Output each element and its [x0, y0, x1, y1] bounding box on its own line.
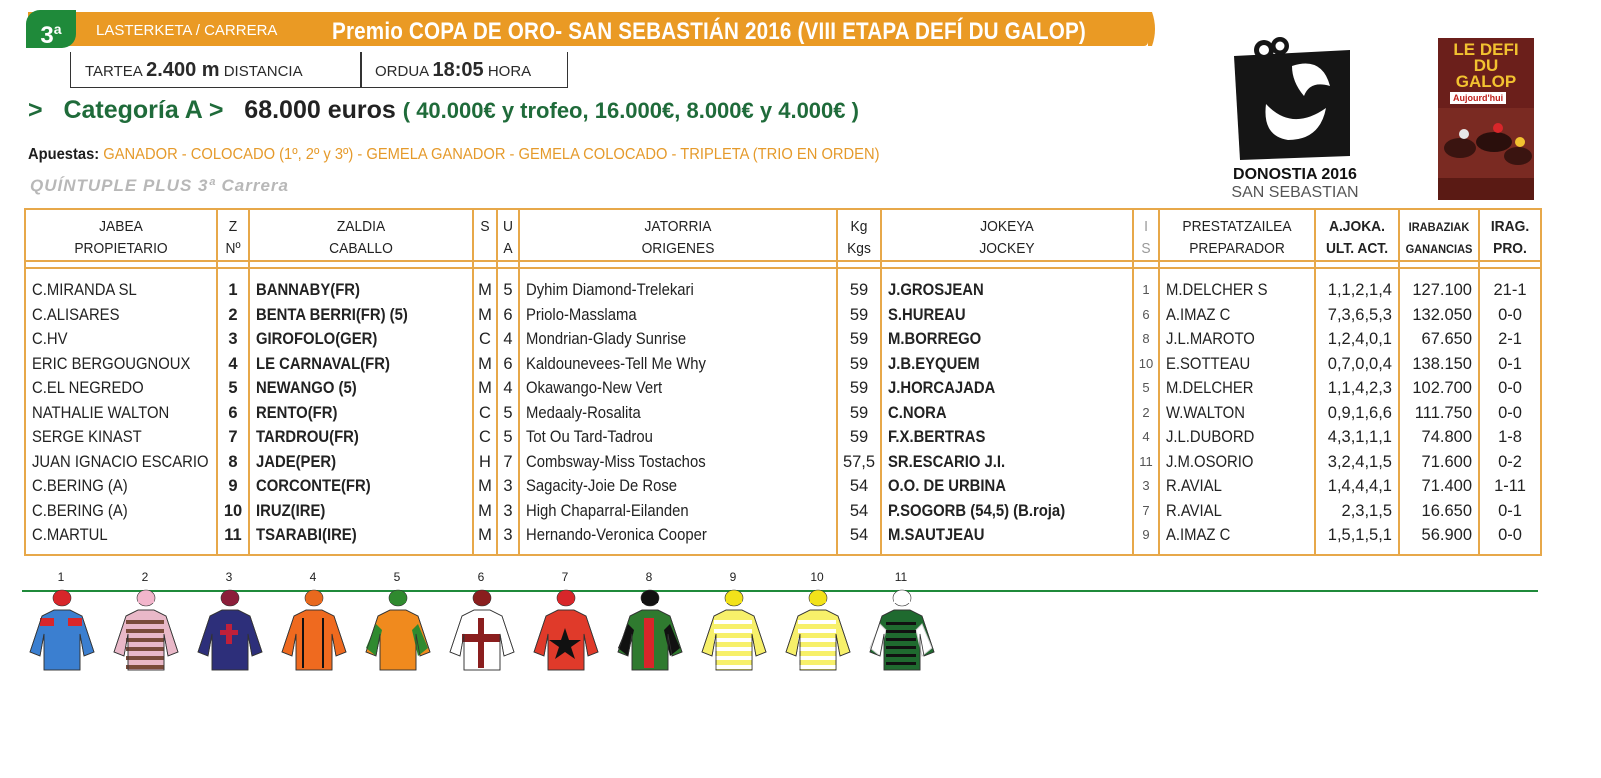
cell-jockey: S.HUREAU	[888, 305, 966, 324]
jockey-silk-11	[866, 570, 936, 670]
header-jockey: JOKEYA JOCKEY	[979, 218, 1035, 257]
cell-earnings: 71.600	[1421, 452, 1472, 471]
cell-owner: JUAN IGNACIO ESCARIO	[32, 452, 209, 471]
cell-odds: 0-1	[1498, 354, 1522, 373]
header-num: Z Nº	[225, 218, 241, 257]
cell-earnings: 132.050	[1412, 305, 1472, 324]
cell-kg: 59	[849, 403, 869, 422]
jockey-silk-10	[782, 570, 852, 670]
cell-num: 8	[228, 452, 238, 471]
cell-horse: IRUZ(IRE)	[256, 501, 326, 520]
cell-trainer: A.IMAZ C	[1166, 526, 1231, 544]
cell-age: 6	[503, 354, 513, 373]
cell-recent: 1,4,4,4,1	[1327, 477, 1392, 495]
horse-column	[256, 278, 463, 548]
silk-number: 4	[309, 570, 317, 584]
cell-origin: Mondrian-Glady Sunrise	[526, 330, 687, 348]
cell-trainer: R.AVIAL	[1166, 501, 1222, 520]
cell-horse: JADE(PER)	[256, 452, 337, 471]
cell-recent: 0,9,1,6,6	[1327, 403, 1392, 422]
cell-owner: C.MARTUL	[32, 526, 108, 544]
cell-sex: M	[478, 281, 492, 299]
le-defi-du-galop-logo: LE DEFI DU GALOP Aujourd'hui	[1438, 38, 1534, 200]
cell-trainer: M.DELCHER	[1166, 379, 1254, 397]
recent-form-column	[1316, 278, 1392, 548]
cell-jockey: SR.ESCARIO J.I.	[888, 452, 1006, 471]
cell-recent: 1,1,2,1,4	[1327, 281, 1392, 299]
cell-num: 2	[228, 305, 238, 324]
cell-origin: Sagacity-Joie De Rose	[526, 477, 678, 495]
cell-jockey: J.B.EYQUEM	[888, 354, 980, 373]
cell-kg: 54	[849, 501, 869, 520]
cell-horse: TARDROU(FR)	[256, 428, 359, 446]
cell-horse: TSARABI(IRE)	[256, 526, 357, 544]
header-sex: S	[480, 218, 490, 235]
cell-horse: LE CARNAVAL(FR)	[256, 354, 390, 373]
cell-odds: 0-0	[1498, 379, 1522, 397]
cell-sex: M	[478, 477, 492, 495]
cell-owner: C.HV	[32, 330, 68, 348]
header-horse: ZALDIA CABALLO	[329, 218, 393, 257]
cell-trainer: W.WALTON	[1166, 403, 1245, 422]
cell-odds: 21-1	[1493, 281, 1527, 299]
distance-box: TARTEA 2.400 m DISTANCIA	[70, 52, 362, 88]
cell-odds: 0-0	[1498, 403, 1522, 422]
cell-stall: 4	[1142, 429, 1150, 444]
cell-sex: M	[478, 354, 492, 373]
header-origin: JATORRIA ORIGENES	[641, 218, 715, 257]
jockey-silk-8	[614, 570, 684, 670]
jockey-silk-7	[530, 570, 600, 670]
odds-column	[1480, 278, 1540, 548]
cell-odds: 0-0	[1498, 305, 1522, 324]
stall-column	[1134, 278, 1158, 548]
cell-kg: 54	[849, 477, 869, 495]
silk-number: 2	[141, 570, 149, 584]
cell-horse: NEWANGO (5)	[256, 379, 357, 397]
silk-number: 9	[729, 570, 737, 584]
cell-recent: 7,3,6,5,3	[1327, 305, 1392, 324]
cell-stall: 6	[1142, 306, 1150, 322]
cell-recent: 1,1,4,2,3	[1327, 379, 1392, 397]
silk-number: 8	[645, 570, 653, 584]
jersey-icon	[196, 586, 264, 672]
header-earnings: IRABAZIAK GANANCIAS	[1405, 220, 1473, 256]
cell-stall: 5	[1142, 380, 1150, 395]
category-line: > Categoría A > 68.000 euros ( 40.000€ y trofeo, 16.000€, 8.000€ y 4.000€ )	[28, 96, 859, 124]
cell-recent: 4,3,1,1,1	[1327, 428, 1392, 446]
cell-odds: 2-1	[1498, 330, 1522, 348]
cell-earnings: 138.150	[1412, 354, 1472, 373]
cell-horse: BENTA BERRI(FR) (5)	[256, 305, 408, 324]
jockey-silk-2	[110, 570, 180, 670]
header-age: U A	[503, 218, 513, 257]
cell-age: 3	[503, 501, 513, 520]
time-box: ORDUA 18:05 HORA	[360, 52, 568, 88]
cell-owner: C.MIRANDA SL	[32, 281, 137, 299]
jockey-silk-3	[194, 570, 264, 670]
jersey-icon	[364, 586, 432, 672]
cell-kg: 59	[849, 305, 869, 324]
cell-recent: 3,2,4,1,5	[1327, 452, 1392, 471]
cell-num: 10	[223, 501, 243, 520]
cell-earnings: 74.800	[1421, 428, 1472, 446]
cell-earnings: 56.900	[1421, 526, 1472, 544]
cell-owner: NATHALIE WALTON	[32, 403, 170, 422]
cell-horse: CORCONTE(FR)	[256, 477, 371, 495]
cell-origin: Priolo-Masslama	[526, 305, 637, 324]
cell-origin: High Chaparral-Eilanden	[526, 501, 689, 520]
cell-jockey: M.SAUTJEAU	[888, 526, 985, 544]
cell-odds: 0-1	[1498, 501, 1522, 520]
cell-stall: 9	[1142, 527, 1150, 542]
quintuple-label: QUÍNTUPLE PLUS 3ª Carrera	[30, 176, 289, 195]
age-column	[498, 278, 518, 548]
cell-num: 3	[228, 330, 238, 348]
cell-origin: Kaldounevees-Tell Me Why	[526, 354, 706, 373]
cell-owner: C.BERING (A)	[32, 477, 128, 495]
cell-sex: C	[479, 403, 491, 422]
cell-num: 7	[228, 428, 238, 446]
cell-earnings: 102.700	[1412, 379, 1472, 397]
header-owner: JABEA PROPIETARIO	[74, 218, 168, 257]
cell-recent: 2,3,1,5	[1341, 501, 1392, 520]
header-kg: Kg Kgs	[847, 218, 871, 257]
cell-earnings: 16.650	[1421, 501, 1472, 520]
cell-kg: 59	[849, 330, 869, 348]
cell-stall: 7	[1142, 502, 1150, 518]
trainer-column	[1166, 278, 1310, 548]
cell-num: 6	[228, 403, 238, 422]
cell-earnings: 111.750	[1414, 403, 1472, 422]
cell-jockey: O.O. DE URBINA	[888, 477, 1006, 495]
cell-age: 4	[503, 330, 513, 348]
cell-jockey: J.GROSJEAN	[888, 281, 984, 299]
cell-owner: ERIC BERGOUGNOUX	[32, 354, 191, 373]
cell-origin: Tot Ou Tard-Tadrou	[526, 428, 653, 446]
cell-sex: M	[478, 501, 492, 520]
cell-jockey: J.HORCAJADA	[888, 379, 996, 397]
cell-odds: 1-11	[1494, 477, 1526, 495]
cell-age: 3	[503, 526, 513, 544]
cell-kg: 59	[849, 428, 869, 446]
cell-odds: 0-2	[1498, 452, 1522, 471]
kg-column	[838, 278, 880, 548]
cell-jockey: M.BORREGO	[888, 330, 982, 348]
cell-age: 3	[503, 477, 513, 495]
number-column	[218, 278, 248, 548]
silk-number: 6	[477, 570, 485, 584]
cell-kg: 54	[849, 526, 869, 544]
jersey-icon	[784, 586, 852, 672]
cell-sex: M	[478, 526, 492, 544]
cell-origin: Medaaly-Rosalita	[526, 403, 641, 422]
cell-horse: BANNABY(FR)	[256, 281, 360, 299]
cell-stall: 1	[1142, 282, 1150, 297]
cell-stall: 10	[1138, 355, 1154, 371]
header-odds: IRAG. PRO.	[1490, 218, 1530, 257]
race-header-band-tail	[1148, 12, 1158, 46]
cell-num: 11	[224, 526, 242, 544]
cell-age: 6	[503, 305, 513, 324]
sex-column	[474, 278, 496, 548]
cell-trainer: R.AVIAL	[1166, 477, 1222, 495]
cell-owner: C.ALISARES	[32, 305, 120, 324]
cell-age: 5	[503, 403, 513, 422]
jersey-icon	[868, 586, 936, 672]
cell-stall: 11	[1139, 453, 1153, 469]
cell-num: 1	[228, 281, 238, 299]
earnings-column	[1400, 278, 1472, 548]
cell-sex: C	[479, 428, 491, 446]
jersey-icon	[616, 586, 684, 672]
jersey-icon	[700, 586, 768, 672]
header-trainer: PRESTATZAILEA PREPARADOR	[1182, 218, 1292, 257]
jockey-column	[888, 278, 1122, 548]
silk-number: 7	[561, 570, 569, 584]
jockey-silk-1	[26, 570, 96, 670]
cell-origin: Okawango-New Vert	[526, 379, 663, 397]
cell-owner: C.EL NEGREDO	[32, 379, 144, 397]
cell-earnings: 67.650	[1421, 330, 1472, 348]
cell-earnings: 71.400	[1421, 477, 1472, 495]
jockey-silk-5	[362, 570, 432, 670]
jersey-icon	[112, 586, 180, 672]
cell-owner: C.BERING (A)	[32, 501, 128, 520]
cell-age: 5	[503, 281, 513, 299]
jersey-icon	[280, 586, 348, 672]
racing-horses-image	[1438, 108, 1534, 200]
cell-age: 7	[503, 452, 513, 471]
race-number-badge: 3$^a$	[26, 10, 76, 48]
cell-horse: RENTO(FR)	[256, 403, 338, 422]
cell-trainer: J.L.MAROTO	[1166, 330, 1255, 348]
cell-sex: H	[479, 452, 491, 471]
jersey-icon	[448, 586, 516, 672]
jersey-icon	[28, 586, 96, 672]
donostia-caption: DONOSTIA 2016 SAN SEBASTIAN	[1231, 166, 1359, 201]
bets-line: Apuestas: GANADOR - COLOCADO (1º, 2º y 3º) - GEMELA GANADOR - GEMELA COLOCADO - TRIPLETA (TRIO EN ORDEN)	[28, 146, 880, 163]
cell-origin: Dyhim Diamond-Trelekari	[526, 281, 694, 299]
cell-age: 5	[503, 428, 513, 446]
silk-number: 3	[225, 570, 233, 584]
cell-num: 9	[228, 477, 238, 495]
cell-trainer: M.DELCHER S	[1166, 281, 1268, 299]
cell-trainer: A.IMAZ C	[1166, 305, 1231, 324]
jockey-silk-4	[278, 570, 348, 670]
cell-sex: M	[478, 379, 492, 397]
cell-num: 5	[228, 379, 238, 397]
cell-kg: 59	[849, 354, 869, 373]
cell-age: 4	[503, 379, 513, 397]
cell-stall: 3	[1142, 478, 1150, 493]
cell-sex: M	[478, 305, 492, 324]
jockey-silk-6	[446, 570, 516, 670]
silk-number: 1	[57, 570, 65, 584]
silk-number: 10	[810, 570, 824, 584]
cell-odds: 0-0	[1498, 526, 1522, 544]
origin-column	[526, 278, 814, 548]
cell-stall: 8	[1142, 331, 1150, 346]
race-label: LASTERKETA / CARRERA	[96, 22, 278, 39]
cell-recent: 1,5,1,5,1	[1327, 526, 1392, 544]
owner-column	[32, 278, 212, 548]
cell-recent: 0,7,0,0,4	[1327, 354, 1392, 373]
race-title: Premio COPA DE ORO- SAN SEBASTIÁN 2016 (VIII ETAPA DEFÍ DU GALOP)	[332, 18, 1086, 45]
cell-trainer: E.SOTTEAU	[1166, 354, 1251, 373]
cell-owner: SERGE KINAST	[32, 428, 142, 446]
runners-table	[24, 208, 1542, 556]
cell-trainer: J.M.OSORIO	[1166, 452, 1254, 471]
cell-kg: 59	[849, 281, 869, 299]
cell-recent: 1,2,4,0,1	[1327, 330, 1392, 348]
cell-jockey: F.X.BERTRAS	[888, 428, 986, 446]
cell-stall: 2	[1142, 404, 1150, 420]
header-recent: A.JOKA. ULT. ACT.	[1325, 218, 1389, 257]
jersey-icon	[532, 586, 600, 672]
cell-origin: Combsway-Miss Tostachos	[526, 452, 706, 471]
silk-number: 5	[393, 570, 401, 584]
cell-trainer: J.L.DUBORD	[1166, 428, 1255, 446]
cell-odds: 1-8	[1498, 428, 1522, 446]
cell-sex: C	[479, 330, 491, 348]
cell-kg: 59	[849, 379, 869, 397]
cell-horse: GIROFOLO(GER)	[256, 330, 378, 348]
jockey-silk-9	[698, 570, 768, 670]
cell-earnings: 127.100	[1412, 281, 1472, 299]
header-stall: I S	[1141, 218, 1151, 257]
cell-kg: 57,5	[842, 452, 876, 471]
cell-jockey: C.NORA	[888, 403, 947, 422]
cell-num: 4	[228, 354, 238, 373]
silk-number: 11	[894, 570, 908, 584]
cell-origin: Hernando-Veronica Cooper	[526, 526, 707, 544]
cell-jockey: P.SOGORB (54,5) (B.roja)	[888, 501, 1066, 520]
